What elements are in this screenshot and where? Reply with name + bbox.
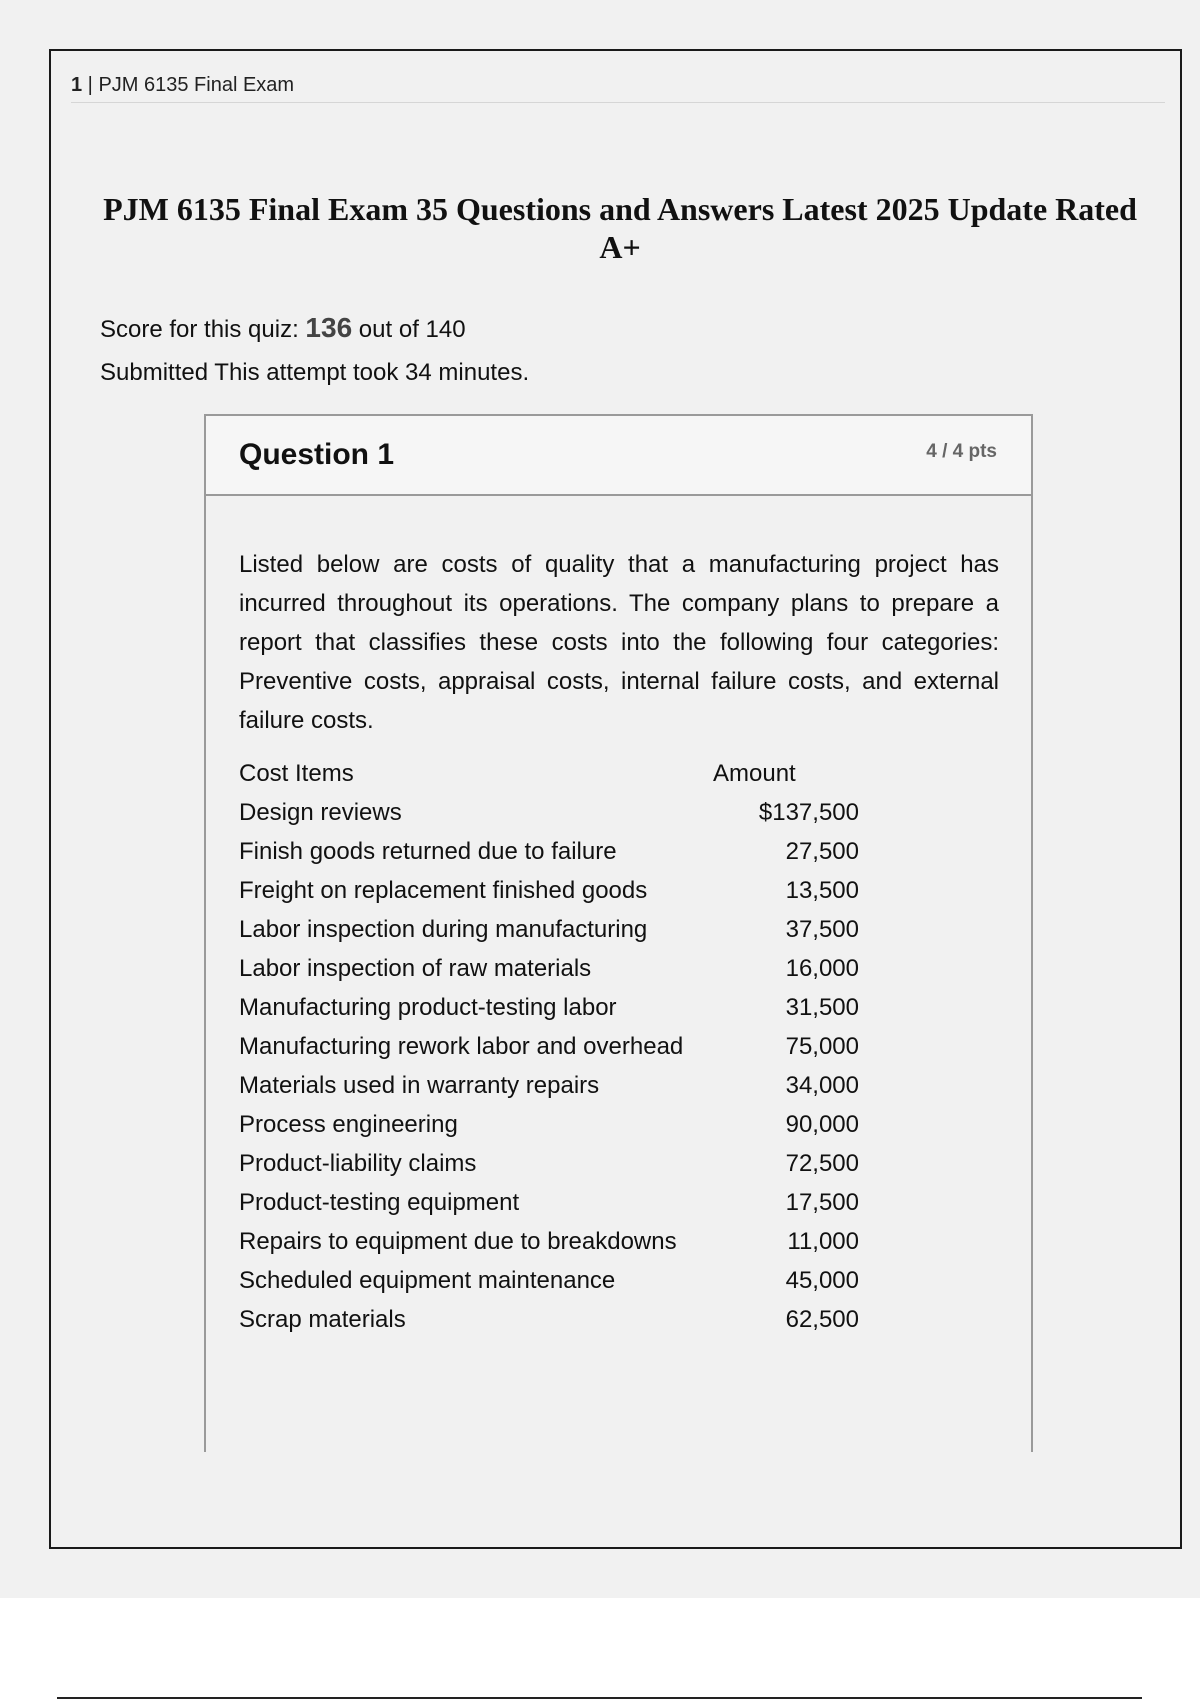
cost-amount: 90,000 [785, 1111, 859, 1138]
score-value: 136 [305, 312, 353, 343]
cost-item: Product-liability claims [239, 1150, 477, 1177]
table-row [239, 871, 859, 910]
table-row [239, 793, 859, 832]
cost-amount: 72,500 [785, 1150, 859, 1177]
header-separator: | [82, 74, 99, 96]
cost-item: Repairs to equipment due to breakdowns [239, 1228, 677, 1255]
cost-item: Product-testing equipment [239, 1189, 520, 1216]
column-header-cost-items: Cost Items [239, 760, 354, 787]
cost-amount: 13,500 [785, 877, 859, 904]
running-header [71, 74, 1165, 103]
page-number: 1 [71, 74, 83, 96]
cost-amount: 27,500 [785, 838, 859, 865]
cost-amount: 17,500 [785, 1189, 859, 1216]
score-label: Score for this quiz: [100, 316, 306, 343]
table-row [239, 1105, 859, 1144]
table-row [239, 1261, 859, 1300]
table-row [239, 1144, 859, 1183]
cost-amount: 45,000 [785, 1267, 859, 1294]
cost-table [239, 754, 859, 1339]
question-points: 4 / 4 pts [926, 441, 997, 462]
cost-item: Design reviews [239, 799, 402, 826]
cost-amount: 62,500 [785, 1306, 859, 1333]
cost-item: Manufacturing rework labor and overhead [239, 1033, 684, 1060]
cost-amount: $137,500 [758, 799, 859, 826]
cost-item: Labor inspection during manufacturing [239, 916, 648, 943]
cost-item: Manufacturing product-testing labor [239, 994, 617, 1021]
question-text: Listed below are costs of quality that a manufacturing project has incurred throughout its operations. The company plans to prepare a report that classifies these costs into the following four categories: Preventive costs, appraisal costs, internal failure costs, and external failure costs. [239, 551, 999, 734]
table-row [239, 832, 859, 871]
question-card [204, 414, 1033, 1452]
header-title: PJM 6135 Final Exam [98, 74, 295, 96]
submission-info: Submitted This attempt took 34 minutes. [100, 359, 530, 386]
cost-item: Finish goods returned due to failure [239, 838, 617, 865]
cost-amount: 75,000 [785, 1033, 859, 1060]
document-title: PJM 6135 Final Exam 35 Questions and Answers Latest 2025 Update Rated A+ [103, 191, 1137, 265]
question-title: Question 1 [239, 438, 395, 471]
column-header-amount: Amount [713, 760, 796, 787]
cost-amount: 16,000 [785, 955, 859, 982]
table-row [239, 910, 859, 949]
table-row [239, 1300, 859, 1339]
table-header-row [239, 754, 859, 793]
cost-item: Materials used in warranty repairs [239, 1072, 600, 1099]
quiz-score [100, 312, 466, 344]
cost-item: Scrap materials [239, 1306, 406, 1333]
cost-item: Freight on replacement finished goods [239, 877, 648, 904]
cost-item: Scheduled equipment maintenance [239, 1267, 616, 1294]
table-row [239, 988, 859, 1027]
cost-amount: 37,500 [785, 916, 859, 943]
cost-amount: 31,500 [785, 994, 859, 1021]
cost-item: Process engineering [239, 1111, 458, 1138]
table-row [239, 949, 859, 988]
question-header [206, 416, 1031, 496]
table-row [239, 1027, 859, 1066]
cost-table-body [239, 793, 859, 1339]
table-row [239, 1066, 859, 1105]
table-row [239, 1183, 859, 1222]
cost-item: Labor inspection of raw materials [239, 955, 592, 982]
score-suffix: out of 140 [352, 316, 466, 343]
table-row [239, 1222, 859, 1261]
page-bottom-rule [57, 1697, 1142, 1699]
cost-amount: 34,000 [785, 1072, 859, 1099]
cost-amount: 11,000 [787, 1228, 859, 1255]
